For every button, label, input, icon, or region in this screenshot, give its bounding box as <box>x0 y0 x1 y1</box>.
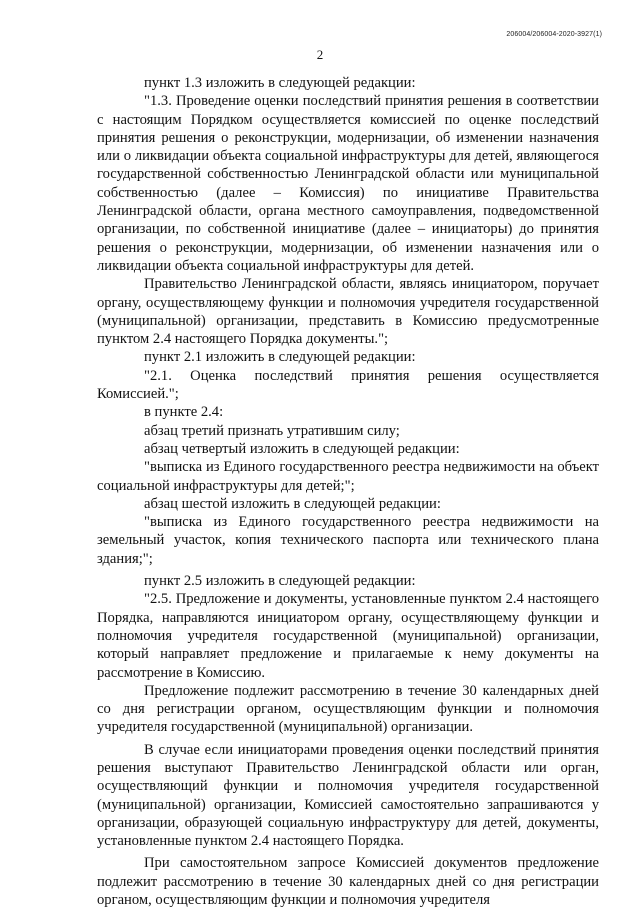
paragraph-8: абзац четвертый изложить в следующей редакции: <box>144 440 460 457</box>
paragraph-3: Правительство Ленинградской области, являясь инициатором, поручает органу, осуществляющему функции и полномочия учредителя государственной (муниципальной) организации, представить в Комиссию предусмотренные пунктом 2.4 настоящего Порядка документы."; <box>97 276 599 348</box>
document-id: 206004/206004-2020-3927(1) <box>506 31 602 38</box>
paragraph-14: Предложение подлежит рассмотрению в течение 30 календарных дней со дня регистрации органом, осуществляющим функции и полномочия учредителя государственной (муниципальной) организации. <box>97 682 599 736</box>
paragraph-5: "2.1. Оценка последствий принятия решения осуществляется Комиссией."; <box>97 367 599 403</box>
paragraph-1: пункт 1.3 изложить в следующей редакции: <box>144 75 416 91</box>
document-body <box>97 74 599 909</box>
paragraph-6: в пункте 2.4: <box>144 404 224 421</box>
page-number: 2 <box>316 47 324 62</box>
paragraph-12: пункт 2.5 изложить в следующей редакции: <box>144 573 416 590</box>
paragraph-15: В случае если инициаторами проведения оценки последствий принятия решения выступают Правительство Ленинградской области или орган, осуществляющий функции и полномочия учредителя государственной (муниципальной) организации, Комиссией самостоятельно запрашиваются у организации, образующей социальную инфраструктуру для детей, документы, установленные пунктом 2.4 настоящего Порядка. <box>97 741 599 850</box>
paragraph-11: "выписка из Единого государственного реестра недвижимости на земельный участок, копия технического паспорта или технического плана здания;"; <box>97 514 599 567</box>
paragraph-13: "2.5. Предложение и документы, установленные пунктом 2.4 настоящего Порядка, направляются инициатором органу, осуществляющему функции и полномочия учредителя государственной (муниципальной) организации, который направляет предложение и прилагаемые к нему документы на рассмотрение в Комиссию. <box>97 591 599 681</box>
paragraph-16: При самостоятельном запросе Комиссией документов предложение подлежит рассмотрению в течение 30 календарных дней со дня регистрации органом, осуществляющим функции и полномочия учредителя <box>97 855 599 909</box>
paragraph-2: "1.3. Проведение оценки последствий принятия решения в соответствии с настоящим Порядком осуществляется комиссией по оценке последствий принятия решения о реконструкции, модернизации, об изменении назначения или о ликвидации объекта социальной инфраструктуры для детей, являющегося государственной собственностью Ленинградской области или муниципальной собственностью (далее – Комиссия) по инициативе Правительства Ленинградской области, органа местного самоуправления, подведомственной организации, по собственной инициативе (далее – инициаторы) до принятия решения о реконструкции, модернизации, об изменении назначения или о ликвидации объекта социальной инфраструктуры для детей. <box>97 93 599 274</box>
paragraph-10: абзац шестой изложить в следующей редакции: <box>144 495 441 512</box>
paragraph-4: пункт 2.1 изложить в следующей редакции: <box>144 349 416 366</box>
paragraph-9: "выписка из Единого государственного реестра недвижимости на объект социальной инфраструктуры для детей;"; <box>97 459 599 494</box>
paragraph-7: абзац третий признать утратившим силу; <box>144 422 400 439</box>
